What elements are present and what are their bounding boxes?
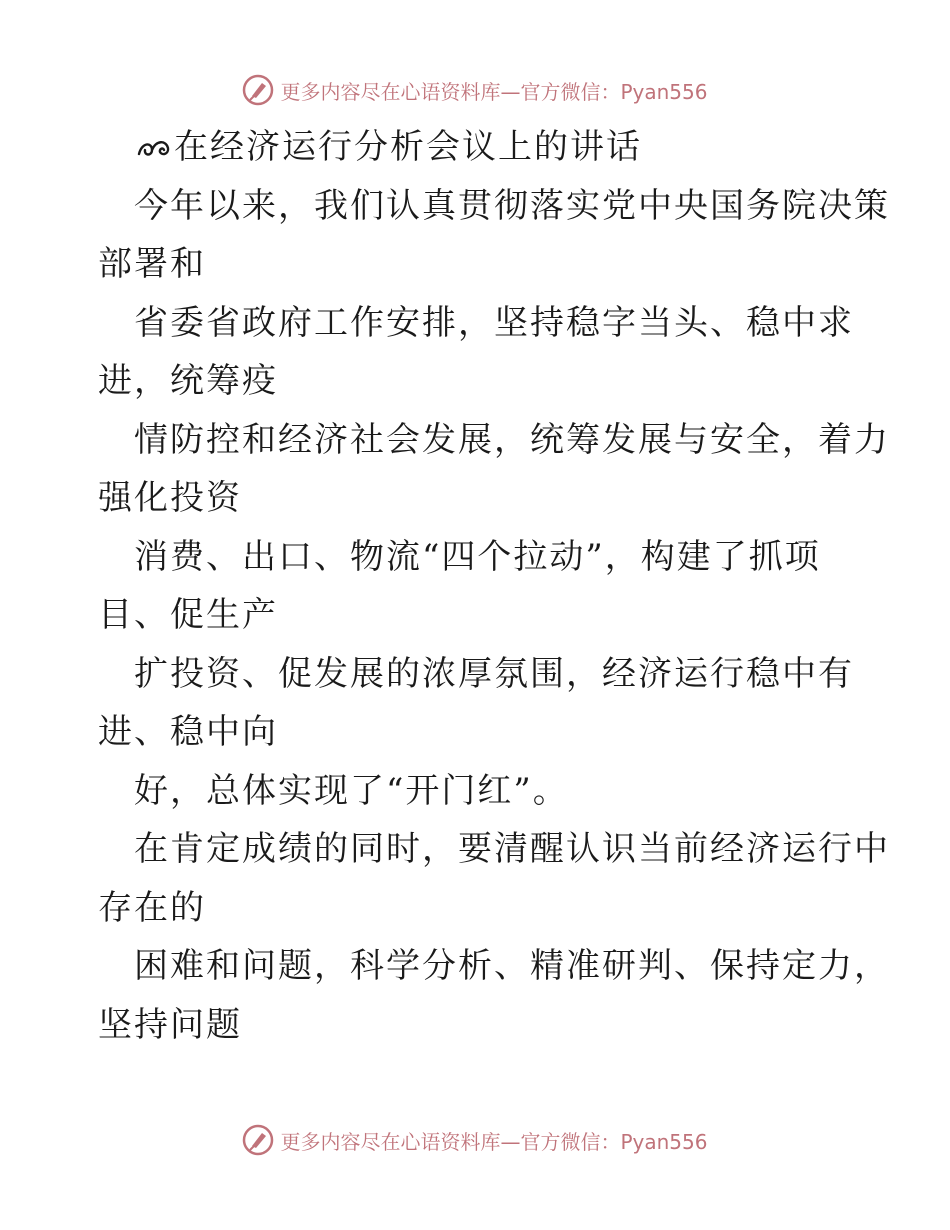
paragraph-line: 部署和 xyxy=(98,244,206,284)
paragraph-line: 扩投资、促发展的浓厚氛围，经济运行稳中有 xyxy=(134,653,854,694)
paragraph-line: 省委省政府工作安排，坚持稳字当头、稳中求 xyxy=(134,302,854,343)
logo-icon xyxy=(242,1124,274,1156)
document-body xyxy=(98,118,890,1054)
logo-icon xyxy=(242,74,274,106)
watermark-text: 更多内容尽在心语资料库—官方微信：Pyan556 xyxy=(280,79,708,104)
watermark-text: 更多内容尽在心语资料库—官方微信：Pyan556 xyxy=(280,1129,708,1154)
paragraph-line: 目、促生产 xyxy=(98,595,278,635)
flourish-icon xyxy=(136,134,174,162)
paragraph-line: 今年以来，我们认真贯彻落实党中央国务院决策 xyxy=(134,185,890,226)
paragraph-line: 进、稳中向 xyxy=(98,712,278,752)
paragraph-line: 坚持问题 xyxy=(98,1004,242,1045)
paragraph-line: 在肯定成绩的同时，要清醒认识当前经济运行中 xyxy=(134,829,890,869)
paragraph-line: 强化投资 xyxy=(98,478,242,518)
paragraph-line: 消费、出口、物流“四个拉动”，构建了抓项 xyxy=(134,536,821,577)
watermark-banner-top xyxy=(0,70,950,110)
paragraph-line: 进，统筹疫 xyxy=(98,361,278,401)
paragraph-line: 存在的 xyxy=(98,887,206,928)
paragraph-line: 情防控和经济社会发展，统筹发展与安全，着力 xyxy=(134,419,890,460)
watermark-banner-bottom xyxy=(0,1120,950,1160)
paragraph-line: 困难和问题，科学分析、精准研判、保持定力， xyxy=(134,946,890,986)
document-title: 在经济运行分析会议上的讲话 xyxy=(174,127,642,167)
paragraph-line: 好，总体实现了“开门红”。 xyxy=(134,770,569,811)
document-title-line xyxy=(98,118,868,177)
